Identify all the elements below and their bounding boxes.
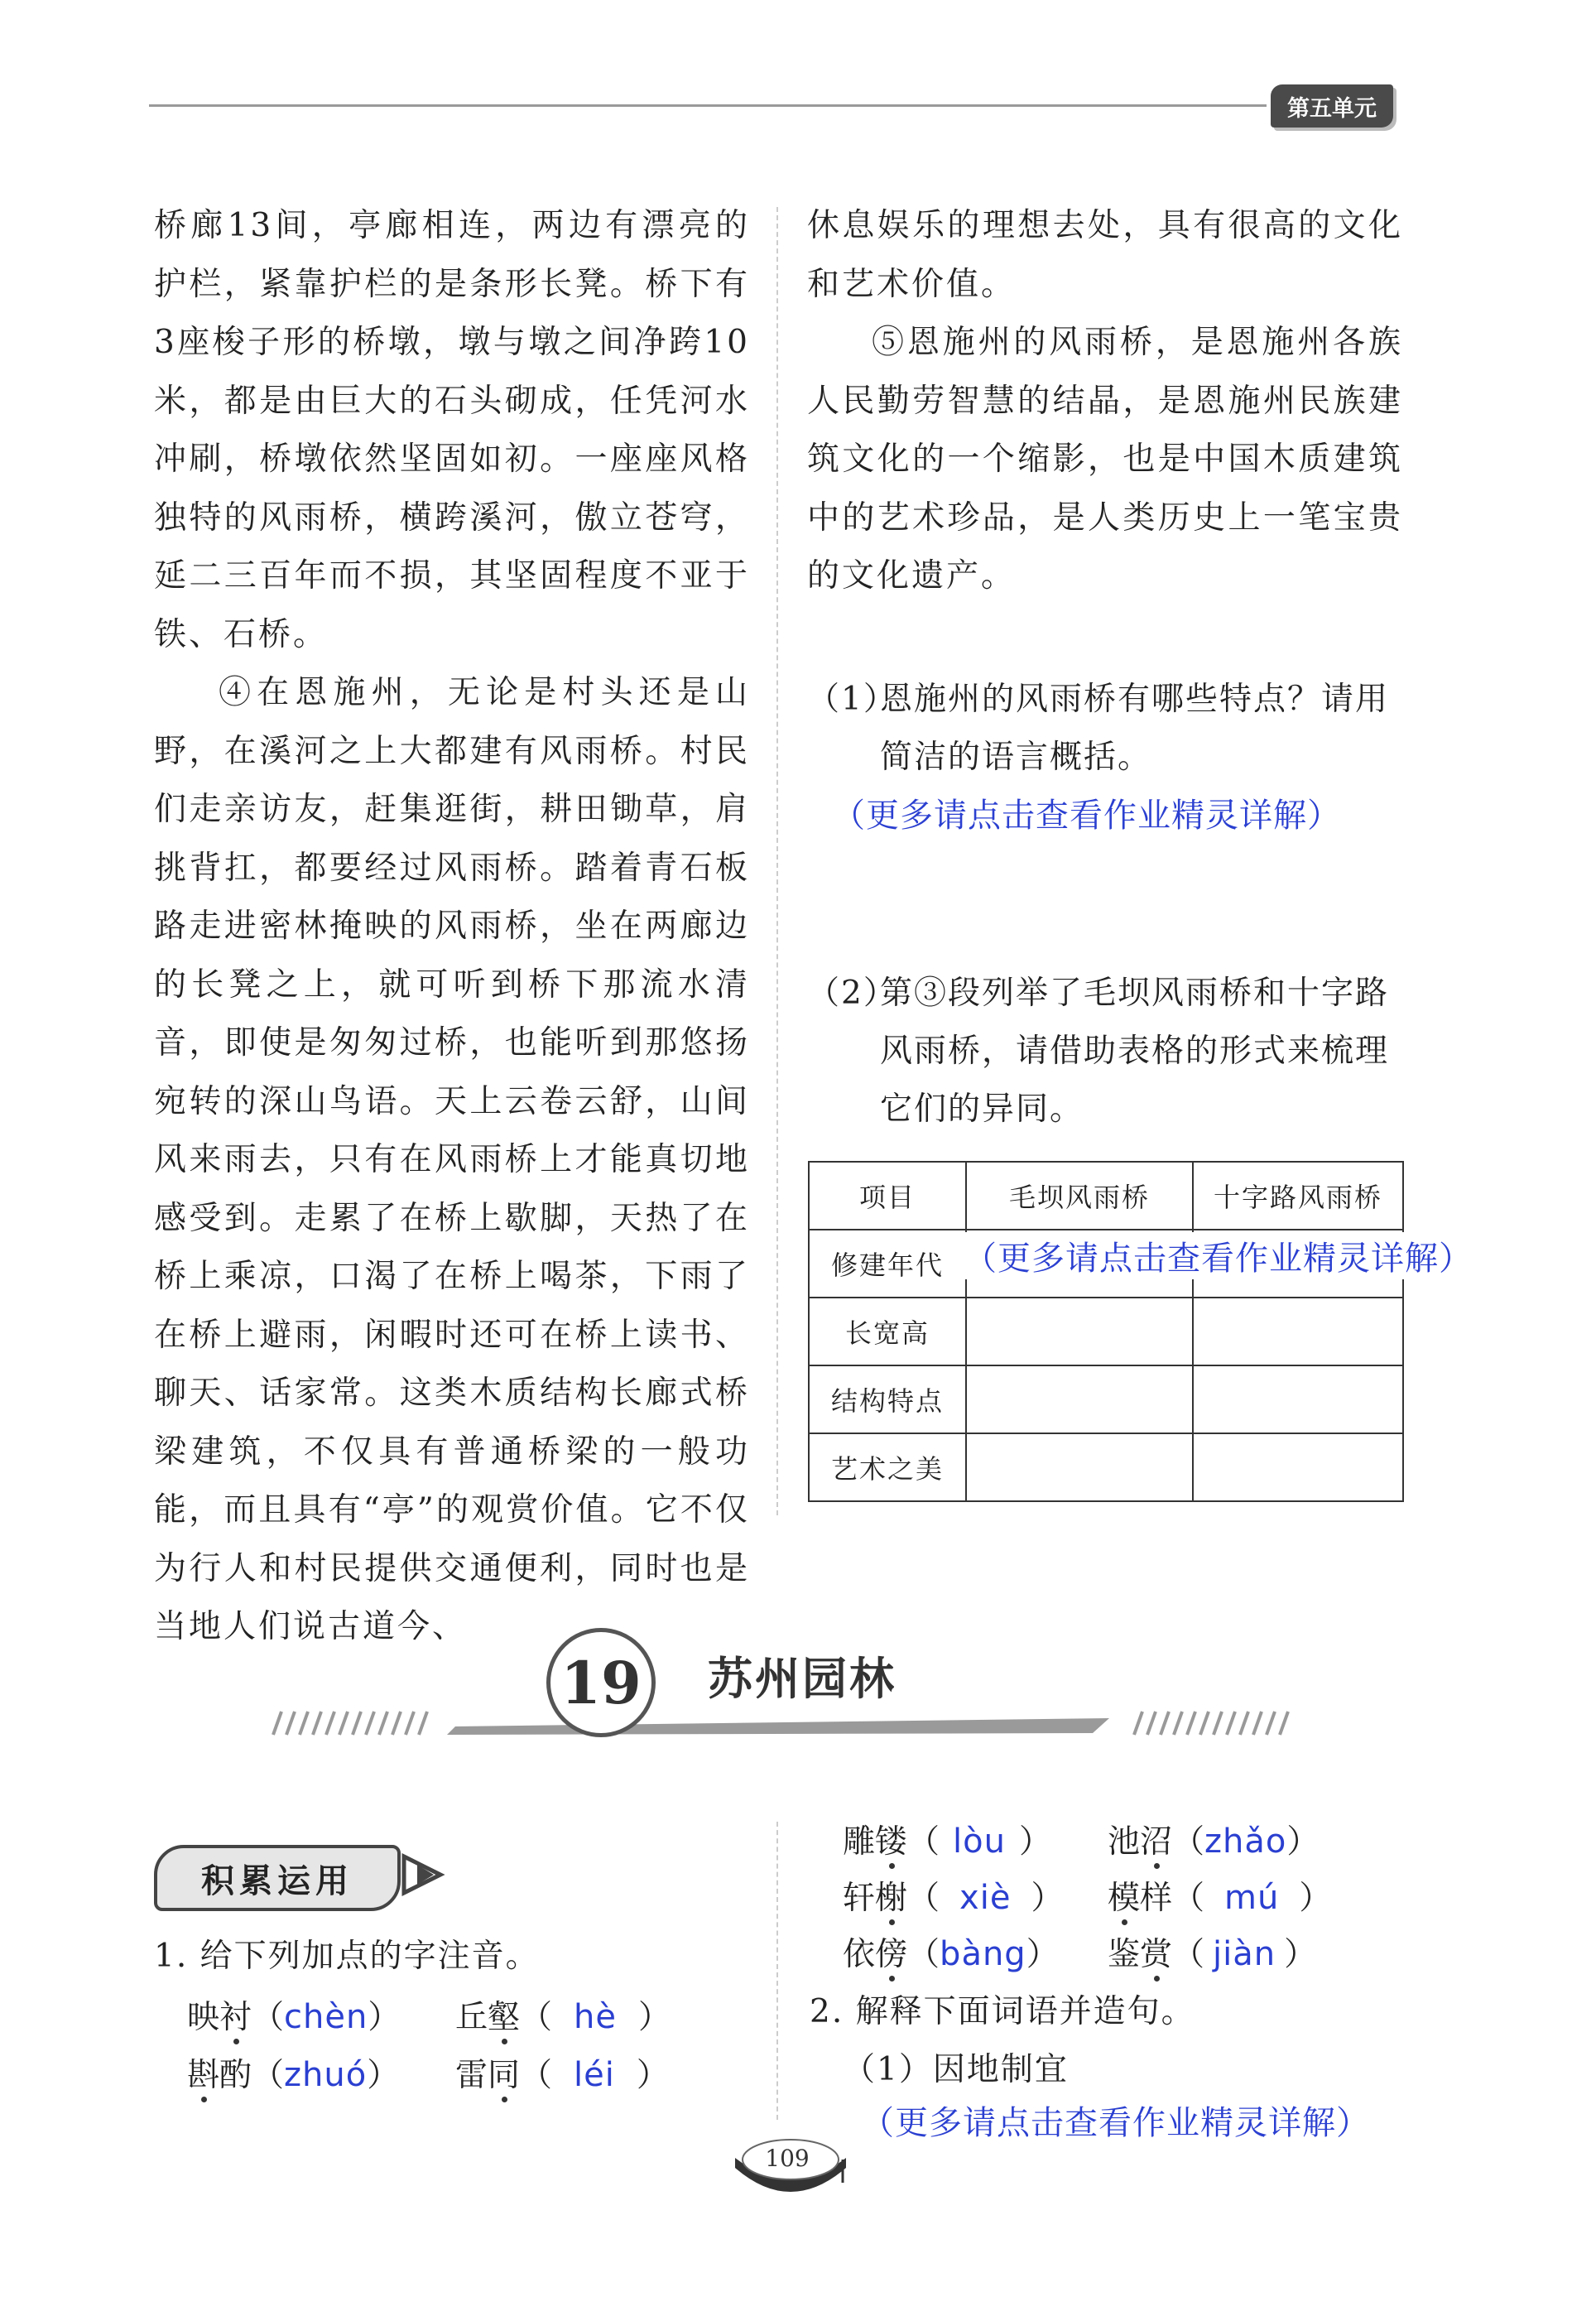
left-column [154, 197, 750, 1657]
pinyin-answer[interactable]: xiè [959, 1879, 1012, 1917]
table-row [809, 1433, 1403, 1501]
table-header-cell: 毛坝风雨桥 [966, 1162, 1193, 1230]
question-1-text-line1: 恩施州的风雨桥有哪些特点？请用 [880, 681, 1390, 718]
paragraph-3-continued: 桥廊13间，亭廊相连，两边有漂亮的护栏，紧靠护栏的是条形长凳。桥下有3座梭子形的桥墩，墩与墩之间净跨10米，都是由巨大的石头砌成，任凭河水冲刷，桥墩依然坚固如初。一座座风格独特的风雨桥，横跨溪河，傲立苍穹，延二三百年而不损，其坚固程度不亚于铁、石桥。 [154, 207, 750, 653]
word-char: 丘 [455, 1999, 488, 2036]
pinyin-item [1108, 1870, 1331, 1927]
word-char: 依 [843, 1936, 876, 1973]
paren-open: （ [520, 2057, 553, 2094]
dotted-char: 镂 [875, 1823, 908, 1861]
table-row-label: 艺术之美 [809, 1433, 966, 1501]
pinyin-answer[interactable]: lòu [953, 1823, 1006, 1861]
word-char: 雕 [843, 1823, 876, 1861]
dotted-char: 傍 [875, 1936, 908, 1973]
dotted-char: 斟 [187, 2057, 220, 2094]
table-header-cell: 项目 [809, 1162, 966, 1230]
exercise-1-prompt: 1. 给下列加点的字注音。 [154, 1938, 540, 1975]
column-divider-lower [776, 1822, 778, 2120]
pinyin-answer[interactable]: léi [574, 2056, 615, 2094]
paragraph-4-end: 休息娱乐的理想去处，具有很高的文化和艺术价值。 [807, 207, 1403, 303]
word-char: 轩 [843, 1880, 876, 1917]
pinyin-answer[interactable]: bàng [940, 1935, 1026, 1973]
paren-close: ） [636, 2057, 669, 2094]
pinyin-item [843, 1870, 1063, 1927]
paragraph-4: ④在恩施州，无论是村头还是山野，在溪河之上大都建有风雨桥。村民们走亲访友，赶集逛街，耕田锄草，肩挑背扛，都要经过风雨桥。踏着青石板路走进密林掩映的风雨桥，坐在两廊边的长凳之上，就可听到桥下那流水清音，即使是匆匆过桥，也能听到那悠扬宛转的深山鸟语。天上云卷云舒，山间风来雨去，只有在风雨桥上才能真切地感受到。走累了在桥上歇脚，天热了在桥上乘凉，口渴了在桥上喝茶，下雨了在桥上避雨，闲暇时还可在桥上读书、聊天、话家常。这类木质结构长廊式桥梁建筑，不仅具有普通桥梁的一般功能，而且具有“亭”的观赏价值。它不仅为行人和村民提供交通便利，同时也是当地人们说古道今、 [154, 674, 750, 1645]
question-1-number: （1） [807, 681, 897, 718]
dotted-char: 壑 [488, 1999, 521, 2036]
table-cell[interactable] [966, 1365, 1193, 1433]
pinyin-answer[interactable]: mú [1224, 1879, 1280, 1917]
table-row-label: 长宽高 [809, 1298, 966, 1365]
pinyin-item [187, 1989, 400, 2046]
paren-close: ） [1031, 1880, 1064, 1917]
pinyin-answer[interactable]: chèn [284, 1998, 368, 2036]
paren-open: （ [907, 1936, 940, 1973]
unit-tag: 第五单元 [1271, 84, 1393, 128]
dotted-char: 榭 [875, 1880, 908, 1917]
pinyin-answer[interactable]: zhǎo [1204, 1823, 1287, 1861]
paren-open: （ [252, 2057, 285, 2094]
paren-close: ） [367, 2057, 400, 2094]
question-2-text-line2: 风雨桥，请借助表格的形式来梳理 [880, 1033, 1390, 1070]
comparison-table [808, 1161, 1404, 1502]
word-char: 池 [1108, 1823, 1141, 1861]
pinyin-item [187, 2047, 399, 2104]
table-header-cell: 十字路风雨桥 [1193, 1162, 1403, 1230]
table-cell[interactable] [1193, 1298, 1403, 1365]
paragraph-5: ⑤恩施州的风雨桥，是恩施州各族人民勤劳智慧的结晶，是恩施州民族建筑文化的一个缩影，也是中国木质建筑中的艺术珍品，是人类历史上一笔宝贵的文化遗产。 [807, 324, 1403, 595]
paren-close: ） [1018, 1823, 1051, 1861]
paren-close: ） [1284, 1936, 1317, 1973]
question-2-text-line3: 它们的异同。 [880, 1091, 1084, 1128]
exercise-2-answer-link[interactable]: （更多请点击查看作业精灵详解） [861, 2104, 1370, 2142]
table-row-label: 修建年代 [809, 1230, 966, 1298]
pinyin-item [843, 1813, 1051, 1871]
table-row-label: 结构特点 [809, 1365, 966, 1433]
header-rule [149, 104, 1267, 107]
table-cell[interactable] [1193, 1365, 1403, 1433]
paren-open: （ [520, 1999, 553, 2036]
column-divider [776, 207, 778, 1515]
dotted-char: 赏 [1140, 1936, 1173, 1973]
word-char: 样 [1140, 1880, 1173, 1917]
exercise-2-item-1: （1）因地制宜 [843, 2051, 1069, 2088]
lesson-banner-decoration [265, 1702, 1300, 1743]
pinyin-item [843, 1926, 1059, 1983]
table-cell[interactable] [966, 1298, 1193, 1365]
pinyin-item [1108, 1813, 1319, 1871]
question-2-number: （2） [807, 975, 897, 1012]
paren-close: ） [1286, 1823, 1320, 1861]
word-char: 雷 [455, 2057, 488, 2094]
exercise-2-prompt: 2. 解释下面词语并造句。 [810, 1993, 1195, 2030]
paren-close: ） [1026, 1936, 1059, 1973]
pinyin-item [1108, 1926, 1316, 1983]
question-1 [807, 671, 1420, 845]
paren-close: ） [638, 1999, 671, 2036]
dotted-char: 衬 [219, 1999, 252, 2036]
paren-open: （ [252, 1999, 285, 2036]
question-1-answer-link[interactable]: （更多请点击查看作业精灵详解） [832, 797, 1341, 835]
question-1-text-line2: 简洁的语言概括。 [880, 739, 1152, 776]
right-column [807, 197, 1403, 606]
word-char: 酌 [219, 2057, 252, 2094]
dotted-char: 同 [488, 2057, 521, 2094]
paren-open: （ [907, 1823, 940, 1861]
pinyin-answer[interactable]: jiàn [1213, 1935, 1276, 1973]
paren-close: ） [1299, 1880, 1332, 1917]
word-char: 映 [187, 1999, 220, 2036]
pinyin-answer[interactable]: hè [574, 1998, 618, 2036]
table-row [809, 1298, 1403, 1365]
paren-open: （ [1172, 1936, 1205, 1973]
pinyin-answer[interactable]: zhuó [284, 2056, 368, 2094]
table-answer-link[interactable]: （更多请点击查看作业精灵详解） [960, 1232, 1476, 1279]
lesson-title: 苏州园林 [708, 1653, 897, 1705]
word-char: 鉴 [1108, 1936, 1141, 1973]
table-cell[interactable] [966, 1433, 1193, 1501]
pinyin-item [455, 2047, 669, 2104]
question-2-text-line1: 第③段列举了毛坝风雨桥和十字路 [880, 975, 1390, 1012]
table-cell[interactable] [1193, 1433, 1403, 1501]
pinyin-item [455, 1989, 671, 2046]
paren-open: （ [1172, 1823, 1205, 1861]
table-header-row [809, 1162, 1403, 1230]
dotted-char: 模 [1108, 1880, 1141, 1917]
question-2 [807, 965, 1420, 1139]
table-row [809, 1365, 1403, 1433]
play-arrow-icon [399, 1852, 449, 1898]
paren-close: ） [368, 1999, 401, 2036]
dotted-char: 沼 [1140, 1823, 1173, 1861]
page-number: 109 [765, 2145, 810, 2172]
section-badge: 积累运用 [154, 1845, 401, 1911]
paren-open: （ [1172, 1880, 1205, 1917]
lesson-number: 19 [546, 1628, 656, 1737]
paren-open: （ [907, 1880, 940, 1917]
